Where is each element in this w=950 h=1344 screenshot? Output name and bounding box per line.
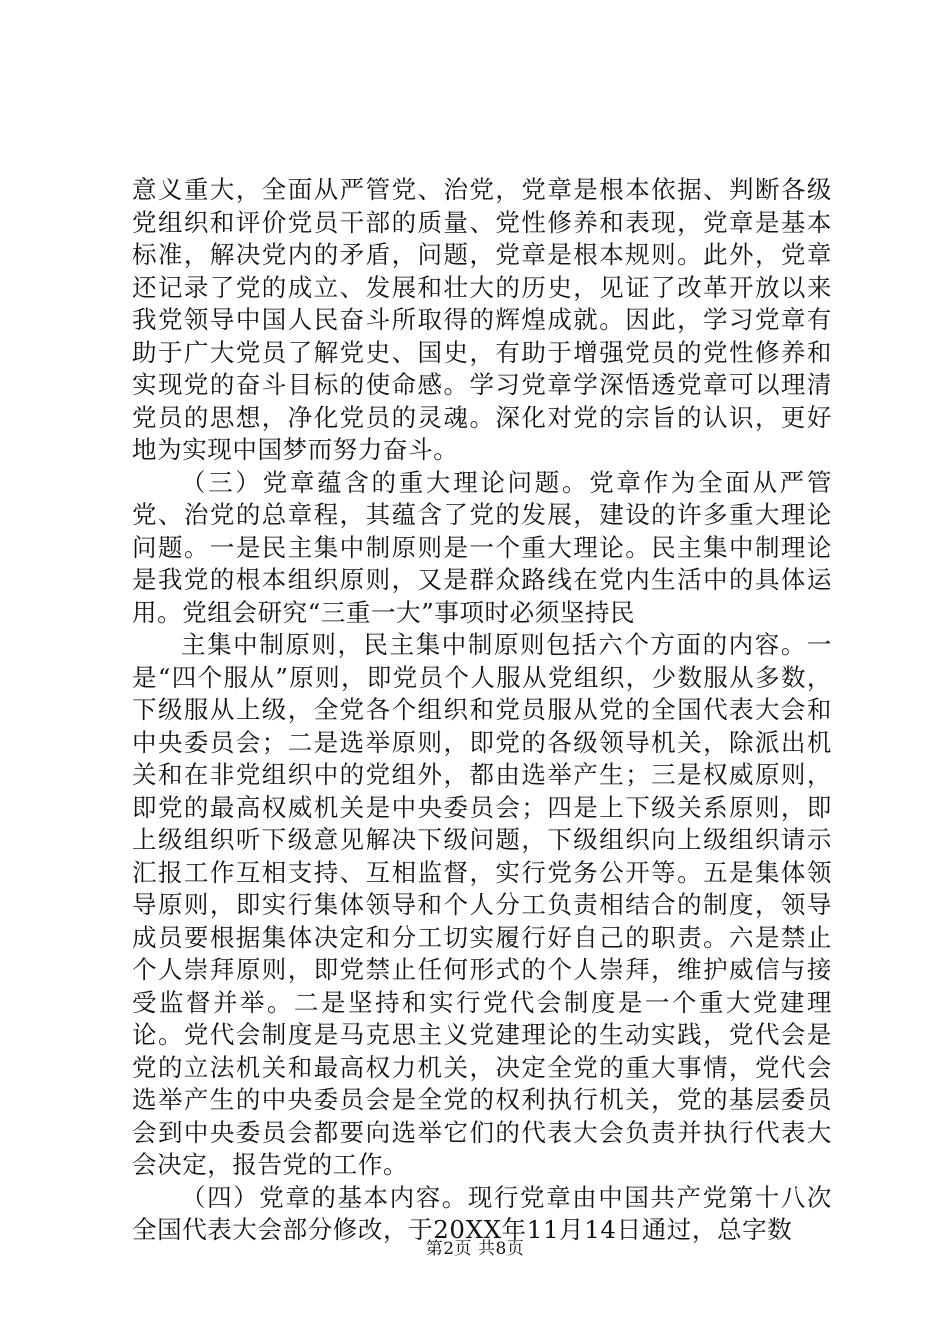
- paragraph-section-three: （三）党章蕴含的重大理论问题。党章作为全面从严管党、治党的总章程，其蕴含了党的发展，建设的许多重大理论问题。一是民主集中制原则是一个重大理论。民主集中制理论是我党的根本组织原则，又是群众路线在党内生活中的具体运用。党组会研究“三重一大”事项时必须坚持民: [132, 467, 832, 627]
- page-number-footer: 第2页 共8页: [425, 1239, 525, 1259]
- document-body: [132, 174, 832, 1247]
- paragraph-continuation: 意义重大，全面从严管党、治党，党章是根本依据、判断各级党组织和评价党员干部的质量、党性修养和表现，党章是基本标准，解决党内的矛盾，问题，党章是根本规则。此外，党章还记录了党的成立、发展和壮大的历史，见证了改革开放以来我党领导中国人民奋斗所取得的辉煌成就。因此，学习党章有助于广大党员了解党史、国史，有助于增强党员的党性修养和实现党的奋斗目标的使命感。学习党章学深悟透党章可以理清党员的思想，净化党员的灵魂。深化对党的宗旨的认识，更好地为实现中国梦而努力奋斗。: [132, 175, 832, 464]
- paragraph-section-four: （四）党章的基本内容。现行党章由中国共产党第十八次全国代表大会部分修改，于20XX年11月14日通过，总字数: [132, 1182, 832, 1244]
- paragraph-democratic-centralism: 主集中制原则，民主集中制原则包括六个方面的内容。一是“四个服从”原则，即党员个人服从党组织，少数服从多数，下级服从上级，全党各个组织和党员服从党的全国代表大会和中央委员会；二是选举原则，即党的各级领导机关，除派出机关和在非党组织中的党组外，都由选举产生；三是权威原则，即党的最高权威机关是中央委员会；四是上下级关系原则，即上级组织听下级意见解决下级问题，下级组织向上级组织请示汇报工作互相支持、互相监督，实行党务公开等。五是集体领导原则，即实行集体领导和个人分工负责相结合的制度，领导成员要根据集体决定和分工切实履行好自己的职责。六是禁止个人崇拜原则，即党禁止任何形式的个人崇拜，维护威信与接受监督并举。二是坚持和实行党代会制度是一个重大党建理论。党代会制度是马克思主义党建理论的生动实践，党代会是党的立法机关和最高权力机关，决定全党的重大事情，党代会选举产生的中央委员会是全党的权利执行机关，党的基层委员会到中央委员会都要向选举它们的代表大会负责并执行代表大会决定，报告党的工作。: [132, 630, 832, 1179]
